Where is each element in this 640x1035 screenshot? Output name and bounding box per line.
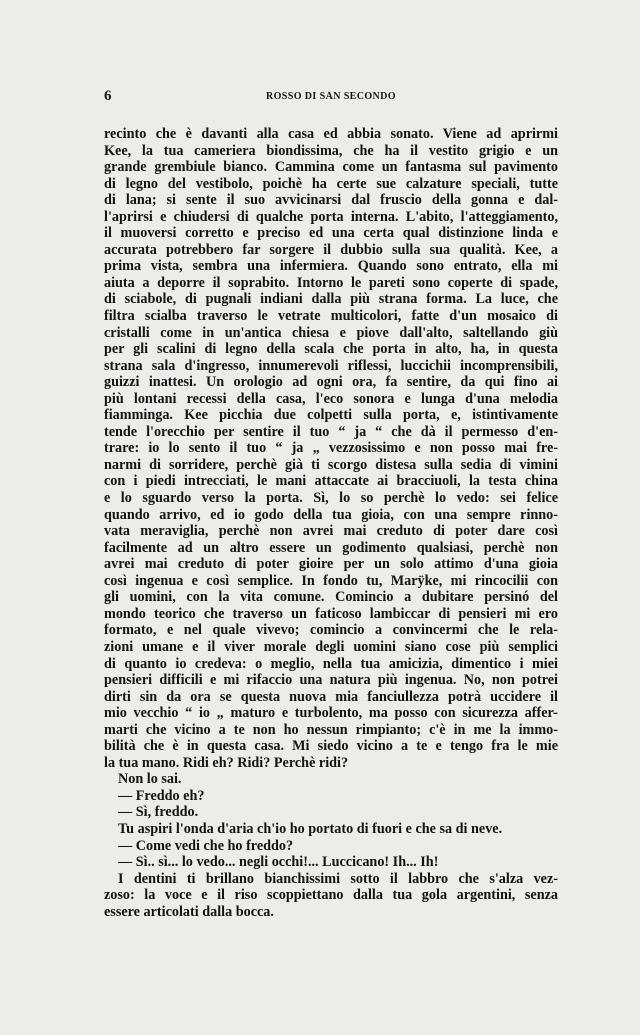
text-line: tende l'orecchio per sentire il tuo “ ja “ che dà il permesso d'en- <box>104 423 558 440</box>
text-line: l'aprirsi e chiudersi di qualche porta interna. L'abito, l'atteggiamento, <box>104 208 558 225</box>
text-line: formato, e nel quale vivevo; comincio a convincermi che le rela- <box>104 622 558 639</box>
text-line: bilità che è in questa casa. Mi siedo vicino a te e tengo fra le mie <box>104 738 558 755</box>
text-line: recinto che è davanti alla casa ed abbia sonato. Viene ad aprirmi <box>104 126 558 142</box>
running-title: ROSSO DI SAN SECONDO <box>266 91 396 102</box>
text-line: facilmente ad un altro essere un godimento qualsiasi, perchè non <box>104 539 558 556</box>
text-line: di quanto io credeva: o meglio, nella tua amicizia, dimentico i miei <box>104 655 558 672</box>
text-line: avrei mai creduto di poter gioire per un solo attimo d'una gioia <box>104 556 558 573</box>
text-line: strana sala d'ingresso, innumerevoli riflessi, luccichii incomprensibili, <box>104 357 558 374</box>
text-line: vata meraviglia, perchè non avrei mai creduto di poter dare così <box>104 523 558 540</box>
text-line: pensieri difficili e mi rifaccio una natura più ingenua. No, non potrei <box>104 672 558 689</box>
text-line: guizzi inattesi. Un orologio ad ogni ora, fa sentire, da qui fino ai <box>104 374 558 391</box>
text-line: — Sì, freddo. <box>118 804 199 821</box>
text-line: cristalli come in un'antica chiesa e piove dall'alto, saltellando giù <box>104 324 558 341</box>
text-line: Kee, la tua cameriera biondissima, che ha il vestito grigio e un <box>104 142 558 159</box>
body-text <box>104 126 558 920</box>
text-line: fiamminga. Kee picchia due colpetti sulla porta, e, istintivamente <box>104 407 558 424</box>
text-line: narmi di sorridere, perchè già ti scorgo distesa sulla sedia di vimini <box>104 456 558 473</box>
text-line: — Freddo eh? <box>118 787 205 804</box>
text-line: accurata potrebbero far sorgere il dubbio sulla sua qualità. Kee, a <box>104 241 558 258</box>
text-line: aiuta a deporre il soprabito. Intorno le pareti sono coperte di spade, <box>104 274 558 291</box>
text-line: così ingenua e così semplice. In fondo tu, Marÿke, mi rincocilii con <box>104 572 558 589</box>
text-line: zoso: la voce e il riso scoppiettano dalla tua gola argentini, senza <box>104 887 558 904</box>
text-line: di lana; si sente il suo avvicinarsi dal fruscio della gonna e dal- <box>104 192 558 209</box>
page-number: 6 <box>104 88 112 104</box>
text-line: più lontani recessi della casa, l'eco sonora e lunga d'una melodia <box>104 390 558 407</box>
text-line: con i piedi intrecciati, le mani attaccate ai bracciuoli, la testa china <box>104 473 558 490</box>
text-line: mio vecchio “ io „ maturo e turbolento, ma posso con sicurezza affer- <box>104 705 558 722</box>
text-line: il muoversi corretto e preciso ed una certa qual distinzione linda e <box>104 225 558 242</box>
text-line: filtra scialba traverso le vetrate multicolori, fatte d'un mosaico di <box>104 308 558 325</box>
text-line: marti che vicino a te non ho nessun rimpianto; c'è in me la immo- <box>104 721 558 738</box>
text-line: la tua mano. Ridi eh? Ridi? Perchè ridi? <box>104 754 349 771</box>
text-line: mondo teorico che traverso un faticoso lambiccar di pensieri mi ero <box>104 605 558 622</box>
text-line: e lo sguardo verso la porta. Sì, lo so perchè lo vedo: sei felice <box>104 490 558 507</box>
text-line: di sciabole, di pugnali indiani dalla più strana forma. La luce, che <box>104 291 558 308</box>
text-line: gli uomini, con la vita comune. Comincio a dubitare persinó del <box>104 589 558 606</box>
text-line: dirti sin da ora se questa nuova mia fanciullezza potrà uccidere il <box>104 688 558 705</box>
text-line: prima vista, sembra una infermiera. Quando sono entrato, ella mi <box>104 258 558 275</box>
text-line: quando arrivo, ed io godo della tua gioia, con una sempre rinno- <box>104 506 558 523</box>
text-line: — Come vedi che ho freddo? <box>118 837 294 854</box>
text-line: essere articolati dalla bocca. <box>104 903 274 920</box>
text-line: di legno del vestibolo, poichè ha certe sue calzature speciali, tutte <box>104 175 558 192</box>
text-line: Non lo sai. <box>118 771 182 788</box>
text-line: I dentini ti brillano bianchissimi sotto il labbro che s'alza vez- <box>118 870 558 887</box>
text-line: — Sì.. sì... lo vedo... negli occhi!... Luccicano! Ih... Ih! <box>118 854 439 871</box>
text-line: trare: io lo sento il tuo “ ja „ vezzosissimo e non posso mai fre- <box>104 440 558 457</box>
text-line: Tu aspiri l'onda d'aria ch'io ho portato di fuori e che sa di neve. <box>118 820 503 837</box>
text-line: per gli scalini di legno della scala che porta in alto, ha, in questa <box>104 341 558 358</box>
running-head <box>104 88 558 106</box>
text-line: grande grembiule bianco. Cammina come un fantasma sul pavimento <box>104 159 558 176</box>
text-line: zioni umane e il viver morale degli uomini siano cose più semplici <box>104 638 558 655</box>
